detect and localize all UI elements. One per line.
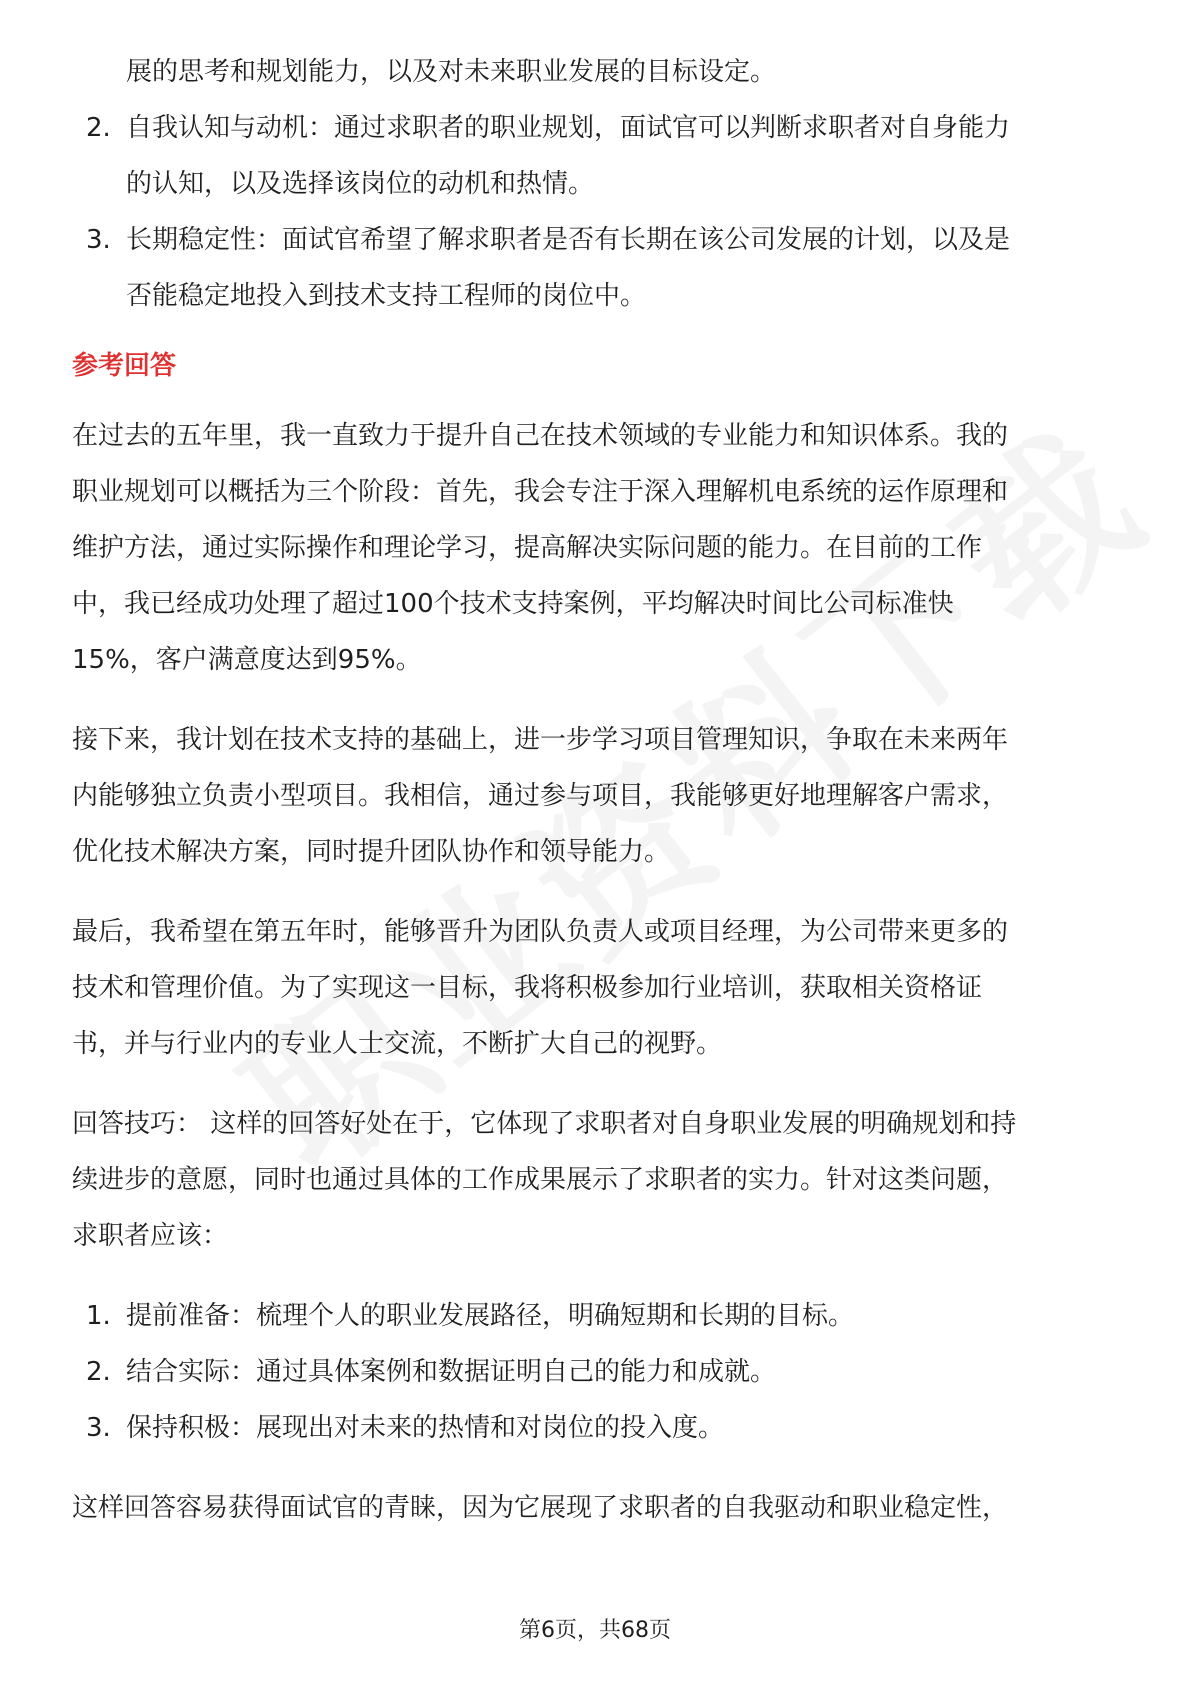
closing-line: 这样回答容易获得面试官的青睐，因为它展现了求职者的自我驱动和职业稳定性， [72,1493,1009,1523]
paragraph-line: 续进步的意愿，同时也通过具体的工作成果展示了求职者的实力。针对这类问题， [72,1165,1009,1195]
list-item-text: 保持积极：展现出对未来的热情和对岗位的投入度。 [126,1413,725,1443]
paragraph-line: 15%，客户满意度达到95%。 [72,645,422,675]
paragraph-line: 技术和管理价值。为了实现这一目标，我将积极参加行业培训，获取相关资格证 [72,973,983,1003]
paragraph-line: 书，并与行业内的专业人士交流，不断扩大自己的视野。 [72,1029,723,1059]
list-item [72,212,1122,324]
list-number: 1. [86,1301,111,1331]
section-heading: 参考回答 [72,351,177,381]
page-content [72,44,1122,1536]
list-item-text: 自我认知与动机：通过求职者的职业规划，面试官可以判断求职者对自身能力 [126,113,1011,143]
paragraph-line: 接下来，我计划在技术支持的基础上，进一步学习项目管理知识，争取在未来两年 [72,725,1009,755]
list-item-text: 结合实际：通过具体案例和数据证明自己的能力和成就。 [126,1357,777,1387]
paragraph [72,408,1122,688]
paragraph-line: 在过去的五年里，我一直致力于提升自己在技术领域的专业能力和知识体系。我的 [72,421,1009,451]
paragraph-line: 求职者应该： [72,1221,229,1251]
list-item [72,1288,1122,1344]
list-item-text: 提前准备：梳理个人的职业发展路径，明确短期和长期的目标。 [126,1301,855,1331]
paragraph-line: 职业规划可以概括为三个阶段：首先，我会专注于深入理解机电系统的运作原理和 [72,477,1009,507]
paragraph-line: 内能够独立负责小型项目。我相信，通过参与项目，我能够更好地理解客户需求， [72,781,1009,811]
list-item-text: 长期稳定性：面试官希望了解求职者是否有长期在该公司发展的计划，以及是 [126,225,1011,255]
paragraph [72,712,1122,880]
list-item-continuation: 展的思考和规划能力，以及对未来职业发展的目标设定。 [126,57,777,87]
top-list [72,44,1122,324]
paragraph [72,904,1122,1072]
list-item [72,100,1122,212]
list-item [72,1344,1122,1400]
page-number-footer: 第6页，共68页 [519,1618,671,1643]
list-item-text: 的认知，以及选择该岗位的动机和热情。 [126,169,595,199]
list-number: 2. [86,113,111,143]
paragraph-line: 中，我已经成功处理了超过100个技术支持案例，平均解决时间比公司标准快 [72,589,954,619]
paragraph-line: 维护方法，通过实际操作和理论学习，提高解决实际问题的能力。在目前的工作 [72,533,983,563]
paragraph-line: 回答技巧： 这样的回答好处在于，它体现了求职者对自身职业发展的明确规划和持 [72,1109,1017,1139]
tips-list [72,1288,1122,1456]
list-item-text: 否能稳定地投入到技术支持工程师的岗位中。 [126,281,647,311]
list-number: 3. [86,225,111,255]
paragraph [72,1096,1122,1264]
list-item [72,1400,1122,1456]
list-number: 2. [86,1357,111,1387]
list-number: 3. [86,1413,111,1443]
paragraph-line: 最后，我希望在第五年时，能够晋升为团队负责人或项目经理，为公司带来更多的 [72,917,1009,947]
paragraph-line: 优化技术解决方案，同时提升团队协作和领导能力。 [72,837,671,867]
